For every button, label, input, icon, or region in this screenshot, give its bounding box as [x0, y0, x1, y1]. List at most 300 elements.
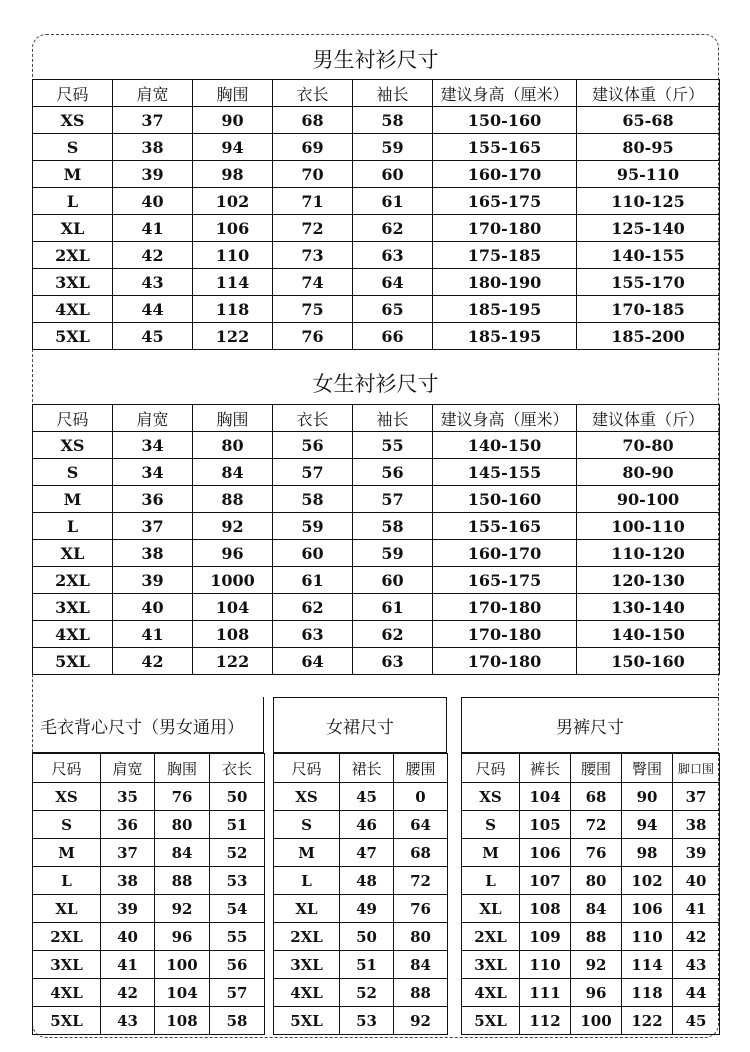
value-cell: 43: [113, 269, 193, 296]
size-cell: S: [462, 811, 520, 839]
value-cell: 61: [353, 594, 433, 621]
table-row: [33, 567, 720, 594]
size-cell: XL: [33, 540, 113, 567]
value-cell: 60: [353, 567, 433, 594]
column-header: 尺码: [33, 754, 101, 783]
value-cell: 106: [622, 895, 673, 923]
value-cell: 55: [210, 923, 265, 951]
value-cell: 145-155: [433, 459, 577, 486]
value-cell: 38: [101, 867, 155, 895]
value-cell: 57: [210, 979, 265, 1007]
value-cell: 122: [622, 1007, 673, 1035]
value-cell: 56: [210, 951, 265, 979]
column-header: 肩宽: [113, 405, 193, 432]
value-cell: 72: [394, 867, 448, 895]
column-header: 建议体重（斤）: [577, 80, 720, 107]
value-cell: 60: [273, 540, 353, 567]
sweater-vest-title: 毛衣背心尺寸（男女通用）: [40, 718, 244, 738]
size-cell: 2XL: [33, 567, 113, 594]
table-row: [33, 269, 720, 296]
size-cell: 4XL: [33, 621, 113, 648]
table-row: [33, 951, 265, 979]
value-cell: 50: [210, 783, 265, 811]
column-header: 胸围: [155, 754, 210, 783]
table-row: [274, 923, 448, 951]
value-cell: 120-130: [577, 567, 720, 594]
value-cell: 90: [622, 783, 673, 811]
value-cell: 37: [101, 839, 155, 867]
value-cell: 185-200: [577, 323, 720, 350]
table-row: [33, 134, 720, 161]
value-cell: 84: [394, 951, 448, 979]
value-cell: 170-185: [577, 296, 720, 323]
size-cell: 4XL: [33, 979, 101, 1007]
value-cell: 130-140: [577, 594, 720, 621]
column-header: 裙长: [340, 754, 394, 783]
value-cell: 51: [210, 811, 265, 839]
value-cell: 170-180: [433, 594, 577, 621]
value-cell: 39: [113, 567, 193, 594]
value-cell: 90: [193, 107, 273, 134]
value-cell: 59: [273, 513, 353, 540]
value-cell: 98: [622, 839, 673, 867]
value-cell: 40: [101, 923, 155, 951]
table-row: [33, 783, 265, 811]
value-cell: 94: [193, 134, 273, 161]
value-cell: 47: [340, 839, 394, 867]
table-row: [33, 459, 720, 486]
value-cell: 37: [113, 107, 193, 134]
table-row: [462, 951, 720, 979]
size-cell: S: [274, 811, 340, 839]
value-cell: 48: [340, 867, 394, 895]
value-cell: 37: [113, 513, 193, 540]
table-row: [33, 188, 720, 215]
men-shirt-header-row: [33, 80, 720, 107]
value-cell: 52: [340, 979, 394, 1007]
value-cell: 43: [673, 951, 720, 979]
value-cell: 104: [155, 979, 210, 1007]
value-cell: 110: [193, 242, 273, 269]
value-cell: 110-125: [577, 188, 720, 215]
value-cell: 51: [340, 951, 394, 979]
value-cell: 59: [353, 134, 433, 161]
table-row: [33, 323, 720, 350]
size-cell: 2XL: [33, 242, 113, 269]
table-row: [462, 783, 720, 811]
table-row: [33, 867, 265, 895]
value-cell: 71: [273, 188, 353, 215]
size-cell: 3XL: [33, 951, 101, 979]
value-cell: 63: [353, 648, 433, 675]
value-cell: 40: [113, 594, 193, 621]
value-cell: 40: [673, 867, 720, 895]
table-row: [462, 1007, 720, 1035]
value-cell: 70-80: [577, 432, 720, 459]
column-header: 建议身高（厘米）: [433, 405, 577, 432]
column-header: 脚口围: [673, 754, 720, 783]
women-skirt-header-row: [274, 754, 448, 783]
column-header: 衣长: [273, 405, 353, 432]
women-skirt-table: [273, 753, 448, 1035]
value-cell: 111: [520, 979, 571, 1007]
value-cell: 58: [353, 513, 433, 540]
value-cell: 68: [394, 839, 448, 867]
table-row: [33, 811, 265, 839]
value-cell: 59: [353, 540, 433, 567]
value-cell: 160-170: [433, 540, 577, 567]
size-cell: XL: [274, 895, 340, 923]
table-row: [462, 979, 720, 1007]
value-cell: 104: [520, 783, 571, 811]
size-cell: XL: [33, 215, 113, 242]
value-cell: 62: [353, 215, 433, 242]
value-cell: 150-160: [577, 648, 720, 675]
value-cell: 38: [673, 811, 720, 839]
value-cell: 62: [273, 594, 353, 621]
value-cell: 66: [353, 323, 433, 350]
size-cell: 3XL: [462, 951, 520, 979]
table-row: [462, 867, 720, 895]
value-cell: 185-195: [433, 296, 577, 323]
value-cell: 56: [273, 432, 353, 459]
table-row: [274, 951, 448, 979]
value-cell: 41: [673, 895, 720, 923]
size-cell: 2XL: [33, 923, 101, 951]
value-cell: 114: [193, 269, 273, 296]
column-header: 衣长: [210, 754, 265, 783]
column-header: 尺码: [462, 754, 520, 783]
column-header: 胸围: [193, 80, 273, 107]
value-cell: 106: [520, 839, 571, 867]
men-shirt-title: 男生衬衫尺寸: [312, 48, 439, 72]
value-cell: 125-140: [577, 215, 720, 242]
column-header: 尺码: [274, 754, 340, 783]
value-cell: 165-175: [433, 567, 577, 594]
table-row: [33, 923, 265, 951]
table-row: [462, 895, 720, 923]
value-cell: 84: [193, 459, 273, 486]
value-cell: 72: [571, 811, 622, 839]
value-cell: 88: [193, 486, 273, 513]
value-cell: 100: [155, 951, 210, 979]
value-cell: 104: [193, 594, 273, 621]
column-header: 建议身高（厘米）: [433, 80, 577, 107]
value-cell: 58: [353, 107, 433, 134]
size-cell: 5XL: [33, 648, 113, 675]
size-cell: S: [33, 134, 113, 161]
table-row: [274, 839, 448, 867]
value-cell: 98: [193, 161, 273, 188]
value-cell: 57: [353, 486, 433, 513]
women-shirt-header-row: [33, 405, 720, 432]
value-cell: 58: [273, 486, 353, 513]
column-header: 臀围: [622, 754, 673, 783]
value-cell: 94: [622, 811, 673, 839]
value-cell: 46: [340, 811, 394, 839]
size-cell: M: [462, 839, 520, 867]
value-cell: 41: [113, 215, 193, 242]
value-cell: 39: [113, 161, 193, 188]
value-cell: 70: [273, 161, 353, 188]
size-cell: XS: [33, 783, 101, 811]
value-cell: 53: [210, 867, 265, 895]
column-header: 胸围: [193, 405, 273, 432]
value-cell: 140-150: [577, 621, 720, 648]
value-cell: 92: [571, 951, 622, 979]
value-cell: 52: [210, 839, 265, 867]
table-row: [462, 923, 720, 951]
table-row: [33, 215, 720, 242]
value-cell: 107: [520, 867, 571, 895]
value-cell: 42: [113, 242, 193, 269]
sweater-vest-header-row: [33, 754, 265, 783]
value-cell: 110: [622, 923, 673, 951]
value-cell: 150-160: [433, 107, 577, 134]
size-cell: M: [274, 839, 340, 867]
value-cell: 170-180: [433, 215, 577, 242]
women-shirt-table: [32, 404, 720, 675]
value-cell: 76: [273, 323, 353, 350]
value-cell: 49: [340, 895, 394, 923]
value-cell: 1000: [193, 567, 273, 594]
table-row: [33, 296, 720, 323]
size-cell: L: [274, 867, 340, 895]
column-header: 裤长: [520, 754, 571, 783]
value-cell: 102: [622, 867, 673, 895]
value-cell: 41: [113, 621, 193, 648]
value-cell: 45: [340, 783, 394, 811]
value-cell: 45: [113, 323, 193, 350]
column-header: 袖长: [353, 405, 433, 432]
women-shirt-title: 女生衬衫尺寸: [312, 372, 439, 396]
size-cell: 5XL: [33, 323, 113, 350]
value-cell: 55: [353, 432, 433, 459]
value-cell: 170-180: [433, 621, 577, 648]
value-cell: 58: [210, 1007, 265, 1035]
column-header: 肩宽: [101, 754, 155, 783]
value-cell: 185-195: [433, 323, 577, 350]
value-cell: 42: [113, 648, 193, 675]
value-cell: 42: [101, 979, 155, 1007]
value-cell: 96: [155, 923, 210, 951]
men-shirt-table: [32, 79, 720, 350]
value-cell: 65-68: [577, 107, 720, 134]
value-cell: 92: [155, 895, 210, 923]
table-row: [33, 594, 720, 621]
table-row: [33, 895, 265, 923]
value-cell: 64: [394, 811, 448, 839]
size-cell: XS: [462, 783, 520, 811]
value-cell: 41: [101, 951, 155, 979]
value-cell: 34: [113, 432, 193, 459]
size-cell: XL: [462, 895, 520, 923]
size-cell: S: [33, 811, 101, 839]
value-cell: 61: [353, 188, 433, 215]
value-cell: 110-120: [577, 540, 720, 567]
value-cell: 118: [193, 296, 273, 323]
value-cell: 63: [353, 242, 433, 269]
table-row: [33, 242, 720, 269]
value-cell: 114: [622, 951, 673, 979]
value-cell: 0: [394, 783, 448, 811]
size-cell: 5XL: [274, 1007, 340, 1035]
value-cell: 40: [113, 188, 193, 215]
size-cell: 5XL: [33, 1007, 101, 1035]
size-cell: XS: [274, 783, 340, 811]
size-cell: L: [33, 513, 113, 540]
value-cell: 44: [113, 296, 193, 323]
value-cell: 108: [520, 895, 571, 923]
value-cell: 54: [210, 895, 265, 923]
value-cell: 76: [155, 783, 210, 811]
value-cell: 109: [520, 923, 571, 951]
value-cell: 80-95: [577, 134, 720, 161]
value-cell: 102: [193, 188, 273, 215]
size-cell: L: [462, 867, 520, 895]
value-cell: 35: [101, 783, 155, 811]
value-cell: 90-100: [577, 486, 720, 513]
value-cell: 175-185: [433, 242, 577, 269]
value-cell: 106: [193, 215, 273, 242]
table-row: [33, 621, 720, 648]
value-cell: 53: [340, 1007, 394, 1035]
table-row: [274, 895, 448, 923]
column-header: 衣长: [273, 80, 353, 107]
value-cell: 95-110: [577, 161, 720, 188]
value-cell: 64: [273, 648, 353, 675]
value-cell: 36: [101, 811, 155, 839]
value-cell: 96: [571, 979, 622, 1007]
value-cell: 88: [155, 867, 210, 895]
column-header: 肩宽: [113, 80, 193, 107]
sweater-vest-table: [32, 753, 265, 1035]
value-cell: 74: [273, 269, 353, 296]
table-row: [274, 783, 448, 811]
size-cell: XL: [33, 895, 101, 923]
size-cell: 3XL: [33, 269, 113, 296]
value-cell: 122: [193, 648, 273, 675]
value-cell: 76: [394, 895, 448, 923]
value-cell: 63: [273, 621, 353, 648]
men-pants-header-row: [462, 754, 720, 783]
size-cell: 3XL: [274, 951, 340, 979]
value-cell: 110: [520, 951, 571, 979]
value-cell: 170-180: [433, 648, 577, 675]
value-cell: 80: [155, 811, 210, 839]
value-cell: 108: [193, 621, 273, 648]
table-row: [462, 811, 720, 839]
size-cell: L: [33, 867, 101, 895]
value-cell: 42: [673, 923, 720, 951]
size-cell: S: [33, 459, 113, 486]
size-cell: 2XL: [462, 923, 520, 951]
column-header: 建议体重（斤）: [577, 405, 720, 432]
men-pants-title: 男裤尺寸: [556, 718, 624, 738]
value-cell: 80: [394, 923, 448, 951]
value-cell: 92: [193, 513, 273, 540]
value-cell: 108: [155, 1007, 210, 1035]
value-cell: 88: [394, 979, 448, 1007]
value-cell: 155-165: [433, 134, 577, 161]
column-header: 袖长: [353, 80, 433, 107]
column-header: 腰围: [394, 754, 448, 783]
value-cell: 43: [101, 1007, 155, 1035]
value-cell: 155-170: [577, 269, 720, 296]
value-cell: 118: [622, 979, 673, 1007]
value-cell: 45: [673, 1007, 720, 1035]
value-cell: 68: [273, 107, 353, 134]
value-cell: 44: [673, 979, 720, 1007]
value-cell: 112: [520, 1007, 571, 1035]
men-pants-table: [461, 753, 720, 1035]
size-cell: M: [33, 839, 101, 867]
value-cell: 122: [193, 323, 273, 350]
value-cell: 60: [353, 161, 433, 188]
table-row: [33, 979, 265, 1007]
size-cell: M: [33, 161, 113, 188]
value-cell: 37: [673, 783, 720, 811]
table-row: [274, 811, 448, 839]
table-row: [274, 979, 448, 1007]
table-row: [33, 432, 720, 459]
value-cell: 64: [353, 269, 433, 296]
table-row: [33, 648, 720, 675]
value-cell: 57: [273, 459, 353, 486]
value-cell: 150-160: [433, 486, 577, 513]
column-header: 尺码: [33, 80, 113, 107]
value-cell: 61: [273, 567, 353, 594]
value-cell: 76: [571, 839, 622, 867]
table-row: [33, 486, 720, 513]
column-header: 尺码: [33, 405, 113, 432]
value-cell: 39: [673, 839, 720, 867]
value-cell: 39: [101, 895, 155, 923]
table-row: [33, 540, 720, 567]
value-cell: 96: [193, 540, 273, 567]
value-cell: 72: [273, 215, 353, 242]
table-row: [33, 839, 265, 867]
value-cell: 84: [571, 895, 622, 923]
table-row: [274, 867, 448, 895]
table-row: [462, 839, 720, 867]
value-cell: 100: [571, 1007, 622, 1035]
value-cell: 140-150: [433, 432, 577, 459]
size-cell: 5XL: [462, 1007, 520, 1035]
value-cell: 50: [340, 923, 394, 951]
value-cell: 38: [113, 540, 193, 567]
value-cell: 84: [155, 839, 210, 867]
women-skirt-title: 女裙尺寸: [326, 718, 394, 738]
value-cell: 69: [273, 134, 353, 161]
table-row: [33, 161, 720, 188]
size-cell: 4XL: [274, 979, 340, 1007]
value-cell: 65: [353, 296, 433, 323]
value-cell: 80: [571, 867, 622, 895]
size-cell: 4XL: [33, 296, 113, 323]
size-cell: 2XL: [274, 923, 340, 951]
table-row: [33, 513, 720, 540]
value-cell: 155-165: [433, 513, 577, 540]
size-cell: 3XL: [33, 594, 113, 621]
value-cell: 165-175: [433, 188, 577, 215]
value-cell: 73: [273, 242, 353, 269]
size-cell: L: [33, 188, 113, 215]
value-cell: 105: [520, 811, 571, 839]
value-cell: 160-170: [433, 161, 577, 188]
size-cell: XS: [33, 107, 113, 134]
table-row: [274, 1007, 448, 1035]
